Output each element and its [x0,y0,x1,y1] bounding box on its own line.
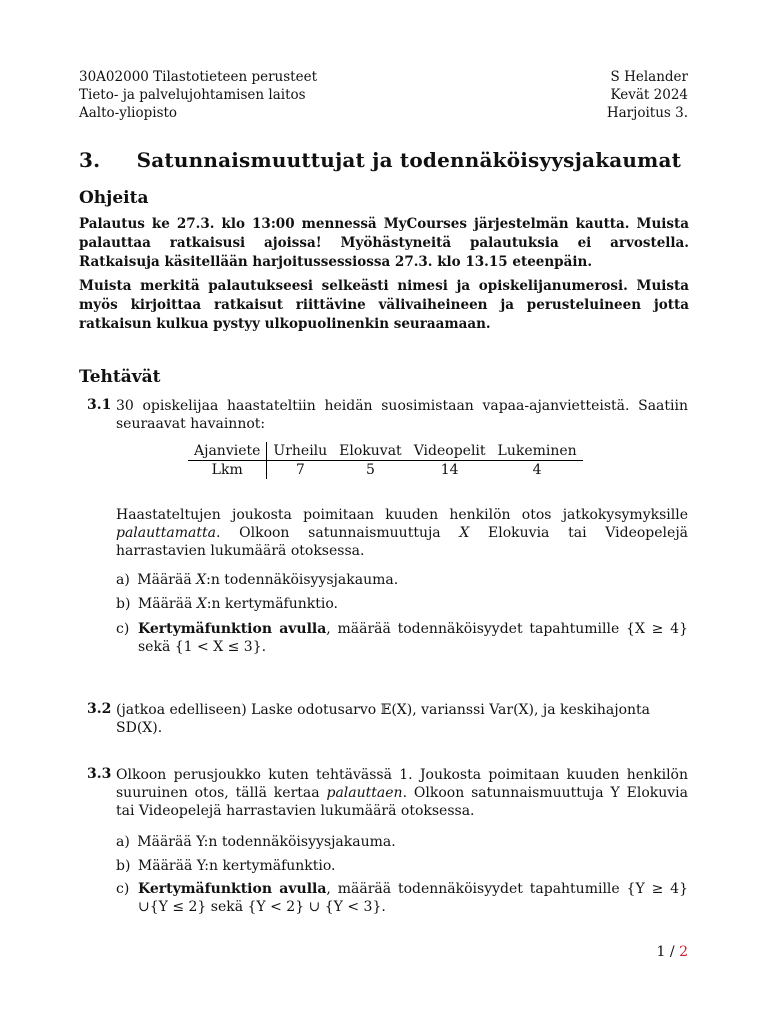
author-line: S Helander [610,69,688,85]
page-separator: / [665,944,680,960]
subtask-text: , määrää todennäköisyydet tapahtumille {Y ≥ 4}∪{Y ≤ 2} sekä {Y < 2} ∪ {Y < 3}. [138,881,688,915]
task-text: (jatkoa edelliseen) Laske odotusarvo 𝔼(X), varianssi Var(X), ja keskihajonta SD(X). [116,702,651,736]
table-header-cell: Lukeminen [492,442,583,461]
subtask-text: :n todennäköisyysjakauma. [206,572,399,588]
task-intro [116,766,688,820]
current-page: 1 [656,944,666,960]
subtask-text: Määrää [137,572,197,588]
description-text: Haastateltujen joukosta poimitaan kuuden henkilön otos jatkokysymyksille [116,507,688,523]
subtask-text: Määrää [137,596,197,612]
subtask-label: b) [116,596,131,612]
subtask-c [138,620,688,656]
instructions-paragraph-1: Palautus ke 27.3. klo 13:00 mennessä MyCourses järjestelmän kautta. Muista palauttaa ratkaisusi ajoissa! Myöhästyneitä palautuksia ei arvostella. Ratkaisuja käsitellään harjoitussessiossa 27.3. klo 13.15 eteenpäin. [79,216,689,270]
subtask-text: Määrää Y:n todennäköisyysjakauma. [137,834,396,850]
emphasis-text: palauttaen [326,785,403,801]
table-header-cell: Videopelit [408,442,492,461]
subtask-c-label: c) [116,621,130,637]
header-left [79,68,317,122]
header-right [607,68,688,122]
table-header-cell: Urheilu [267,442,333,461]
table-cell: 7 [295,462,305,478]
total-pages-link[interactable]: 2 [679,944,688,960]
subtask-label: a) [116,572,130,588]
table-cell: 14 [440,462,459,478]
page-title [79,148,681,172]
instructions-paragraph-2: Muista merkitä palautukseesi selkeästi nimesi ja opiskelijanumerosi. Muista myös kirjoittaa ratkaisut riittävine välivaiheineen ja perusteluineen jotta ratkaisun kulkua pystyy ulkopuolinenkin seuraamaan. [79,278,689,332]
subtask-b [116,857,336,875]
description-text: Elokuvia tai Videopelejä harrastavien lukumäärä otoksessa. [116,525,688,559]
title-text: Satunnaismuuttujat ja todennäköisyysjakaumat [136,148,682,172]
subtask-bold-text: Kertymäfunktion avulla [138,881,327,897]
subtask-a [116,571,398,589]
tasks-heading: Tehtävät [79,367,161,387]
table-cell: 5 [365,462,375,478]
title-number: 3. [79,148,101,172]
course-code-line: 30A02000 Tilastotieteen perusteet [79,69,317,85]
term-line: Kevät 2024 [610,87,688,103]
variable-x: X [459,525,470,541]
university-line: Aalto-yliopisto [79,105,178,121]
table-header-cell: Ajanviete [188,442,267,461]
task-description [116,506,688,560]
subtask-text: , määrää todennäköisyydet tapahtumille {X ≥ 4} sekä {1 < X ≤ 3}. [138,621,688,655]
intro-text: . Olkoon satunnaismuuttuja Y Elokuvia tai Videopelejä harrastavien lukumäärä otoksessa. [116,785,688,819]
subtask-text: :n kertymäfunktio. [206,596,338,612]
variable-x: X [196,572,207,588]
subtask-a [116,833,396,851]
variable-x: X [196,596,207,612]
exercise-line: Harjoitus 3. [606,105,688,121]
task-number: 3.3 [87,766,112,782]
page-number [657,944,688,960]
task-number: 3.2 [87,701,112,717]
intro-text: Olkoon perusjoukko kuten tehtävässä 1. Joukosta poimitaan kuuden henkilön suuruinen otos, tällä kertaa [116,767,688,801]
task-number: 3.1 [87,397,112,413]
table-cell: 4 [532,462,542,478]
subtask-label: a) [116,834,130,850]
task-intro: 30 opiskelijaa haastateltiin heidän suosimistaan vapaa-ajanvietteistä. Saatiin seuraavat havainnot: [116,398,688,432]
table-cell: Lkm [188,461,267,480]
subtask-c [138,880,688,916]
department-line: Tieto- ja palvelujohtamisen laitos [79,87,306,103]
subtask-label: b) [116,858,131,874]
subtask-c-label: c) [116,881,130,897]
observations-table [188,442,583,479]
subtask-b [116,595,338,613]
table-header-cell: Elokuvat [333,442,408,461]
description-text: . Olkoon satunnaismuuttuja [215,525,460,541]
subtask-text: Määrää Y:n kertymäfunktio. [137,858,336,874]
emphasis-text: palauttamatta [116,525,216,541]
subtask-bold-text: Kertymäfunktion avulla [138,621,327,637]
instructions-heading: Ohjeita [79,188,149,208]
